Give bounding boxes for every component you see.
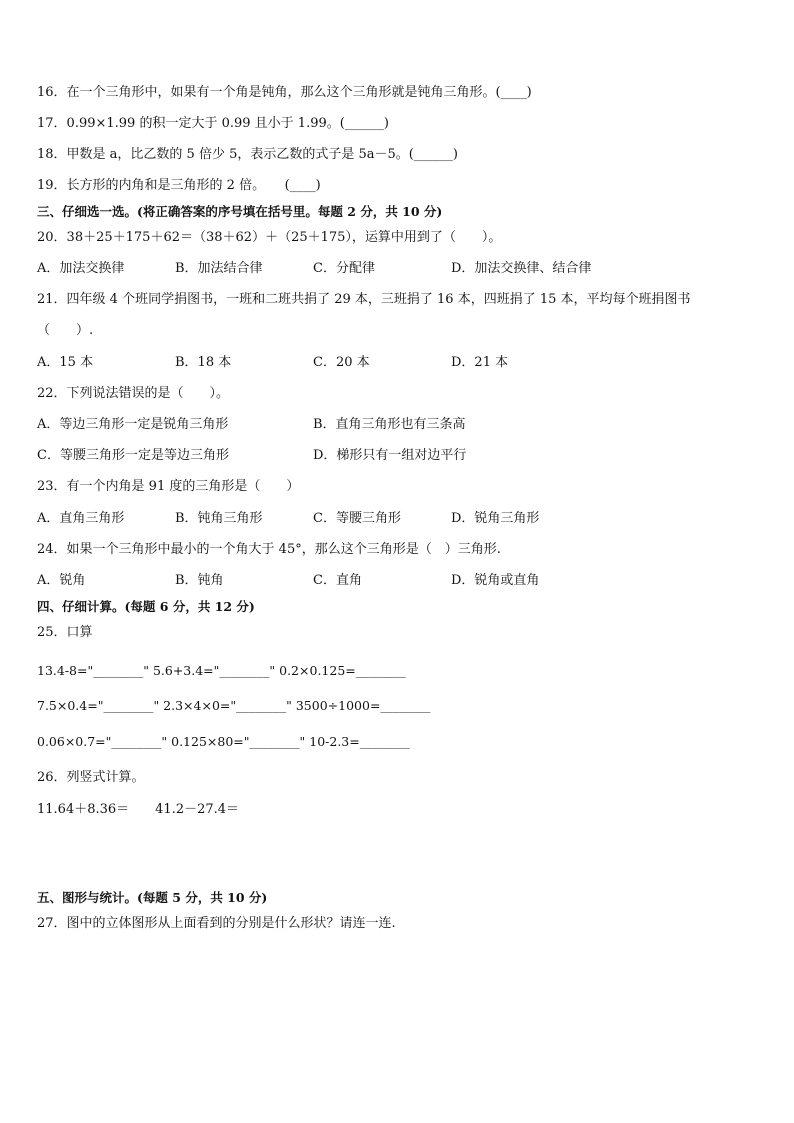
question-26-stem: 26．列竖式计算。 — [37, 770, 145, 785]
question-16: 16．在一个三角形中，如果有一个角是钝角，那么这个三角形就是钝角三角形。(____) — [37, 85, 532, 100]
question-23-option-c: C．等腰三角形 — [313, 511, 401, 526]
question-25-stem: 25．口算 — [37, 625, 93, 640]
question-21-option-d: D．21 本 — [451, 355, 509, 370]
question-24-option-d: D．锐角或直角 — [451, 573, 540, 588]
question-18: 18．甲数是 a，比乙数的 5 倍少 5，表示乙数的式子是 5a－5。(______) — [37, 147, 458, 162]
question-25-row-3: 0.06×0.7="________" 0.125×80="________" 10-2.3=________ — [37, 734, 410, 749]
question-26-expressions: 11.64＋8.36＝ 41.2－27.4＝ — [37, 802, 240, 817]
question-27-stem: 27．图中的立体图形从上面看到的分别是什么形状？请连一连. — [37, 916, 396, 931]
question-21-option-b: B．18 本 — [175, 355, 232, 370]
question-23-option-b: B．钝角三角形 — [175, 511, 263, 526]
question-21-option-a: A．15 本 — [37, 355, 94, 370]
question-22-option-a: A．等边三角形一定是锐角三角形 — [37, 417, 229, 432]
question-20-stem: 20．38＋25＋175＋62＝（38＋62）＋（25＋175），运算中用到了（ ）。 — [37, 230, 502, 245]
question-20-option-c: C．分配律 — [313, 261, 375, 276]
question-23-option-a: A．直角三角形 — [37, 511, 125, 526]
question-21-stem-continued: （ ）. — [37, 323, 94, 338]
question-22-option-d: D．梯形只有一组对边平行 — [313, 448, 467, 463]
question-24-stem: 24．如果一个三角形中最小的一个角大于 45°，那么这个三角形是（ ）三角形. — [37, 542, 501, 557]
question-22-stem: 22．下列说法错误的是（ ）。 — [37, 386, 230, 401]
question-22-option-b: B．直角三角形也有三条高 — [313, 417, 466, 432]
section-3-heading: 三、仔细选一选。(将正确答案的序号填在括号里。每题 2 分，共 10 分) — [37, 204, 443, 219]
question-21-stem: 21．四年级 4 个班同学捐图书，一班和二班共捐了 29 本，三班捐了 16 本，四班捐了 15 本，平均每个班捐图书 — [37, 292, 691, 307]
question-24-option-c: C．直角 — [313, 573, 362, 588]
question-21-option-c: C．20 本 — [313, 355, 370, 370]
question-24-option-b: B．钝角 — [175, 573, 224, 588]
question-22-option-c: C．等腰三角形一定是等边三角形 — [37, 448, 229, 463]
question-24-option-a: A．锐角 — [37, 573, 86, 588]
question-19: 19．长方形的内角和是三角形的 2 倍。 (____) — [37, 178, 321, 193]
question-25-row-2: 7.5×0.4="________" 2.3×4×0="________" 3500÷1000=________ — [37, 698, 431, 713]
section-4-heading: 四、仔细计算。(每题 6 分，共 12 分) — [37, 599, 255, 614]
section-5-heading: 五、图形与统计。(每题 5 分，共 10 分) — [37, 890, 268, 905]
question-20-option-a: A．加法交换律 — [37, 261, 125, 276]
question-25-row-1: 13.4-8="________" 5.6+3.4="________" 0.2×0.125=________ — [37, 663, 406, 678]
question-20-option-b: B．加法结合律 — [175, 261, 263, 276]
question-17: 17．0.99×1.99 的积一定大于 0.99 且小于 1.99。(______) — [37, 116, 389, 131]
question-23-stem: 23．有一个内角是 91 度的三角形是（ ） — [37, 479, 300, 494]
question-23-option-d: D．锐角三角形 — [451, 511, 540, 526]
question-20-option-d: D．加法交换律、结合律 — [451, 261, 592, 276]
